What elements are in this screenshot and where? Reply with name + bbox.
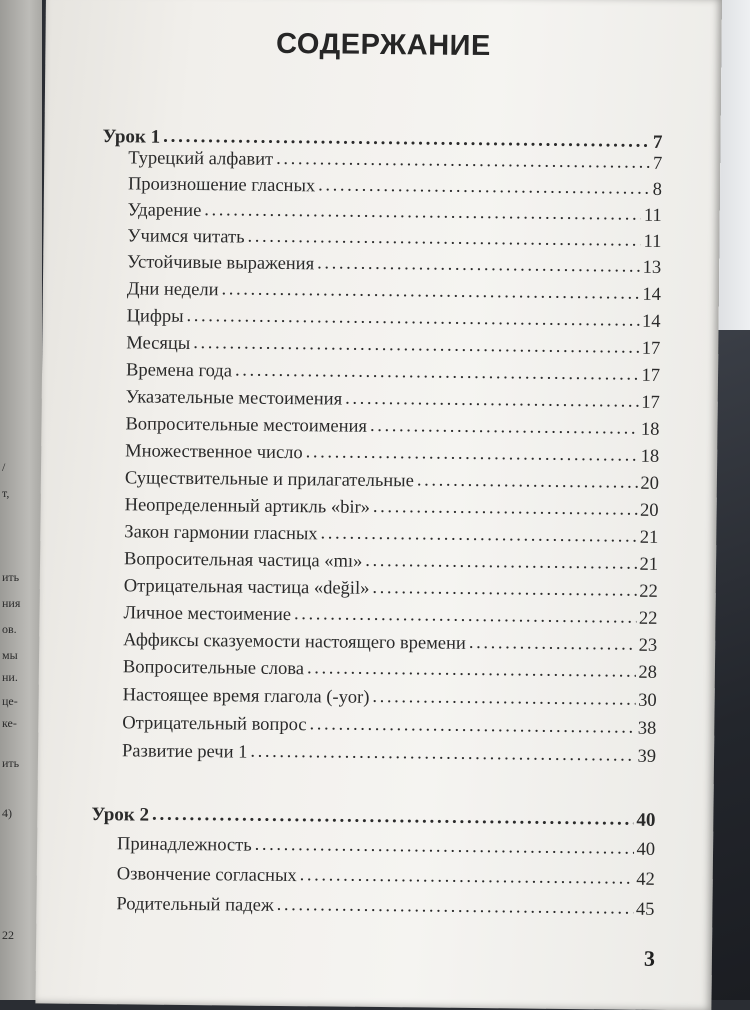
toc-page: 28 bbox=[638, 662, 658, 683]
toc-page: 40 bbox=[636, 839, 656, 860]
toc-leader-dots bbox=[247, 224, 640, 254]
toc-label: Настоящее время глагола (-yor) bbox=[122, 685, 370, 708]
toc-page: 14 bbox=[641, 311, 661, 332]
previous-page-text: т, bbox=[2, 486, 10, 500]
toc-leader-dots bbox=[277, 892, 634, 922]
toc-leader-dots bbox=[320, 520, 637, 549]
toc-label: Вопросительные слова bbox=[122, 657, 305, 680]
toc-item bbox=[126, 384, 660, 416]
toc-item bbox=[123, 682, 657, 714]
toc-label: Аффиксы сказуемости настоящего времени bbox=[123, 630, 466, 654]
page-number: 3 bbox=[643, 945, 656, 971]
toc-leader-dots bbox=[300, 862, 634, 891]
toc-page: 13 bbox=[642, 257, 662, 278]
book-page bbox=[35, 0, 722, 1010]
toc-page: 11 bbox=[643, 231, 662, 252]
previous-page-text: ов. bbox=[2, 622, 17, 636]
toc-page: 23 bbox=[638, 635, 658, 656]
toc-leader-dots bbox=[152, 802, 634, 833]
toc-label: Множественное число bbox=[125, 441, 303, 464]
toc-label: Цифры bbox=[126, 306, 184, 327]
toc-leader-dots bbox=[469, 630, 636, 658]
toc-leader-dots bbox=[294, 601, 636, 631]
toc-label: Вопросительная частица «mı» bbox=[123, 549, 363, 572]
toc-leader-dots bbox=[373, 494, 637, 523]
toc-label: Ударение bbox=[127, 200, 202, 222]
toc-label: Устойчивые выражения bbox=[127, 252, 315, 275]
toc-label: Личное местоимение bbox=[123, 603, 292, 626]
toc-leader-dots bbox=[370, 413, 638, 442]
toc-label: Урок 1 bbox=[102, 126, 161, 148]
page-title: СОДЕРЖАНИЕ bbox=[275, 27, 491, 63]
toc-page: 40 bbox=[636, 809, 656, 831]
toc-page: 11 bbox=[643, 205, 662, 226]
toc-label: Дни недели bbox=[126, 279, 219, 301]
toc-leader-dots bbox=[186, 303, 639, 334]
toc-label: Произношение гласных bbox=[127, 174, 316, 197]
toc-label: Существительные и прилагательные bbox=[124, 468, 414, 492]
toc-label: Месяцы bbox=[126, 333, 191, 354]
toc-page: 17 bbox=[641, 365, 661, 386]
toc-page: 21 bbox=[639, 527, 659, 548]
toc-page: 17 bbox=[641, 338, 661, 359]
toc-page: 42 bbox=[636, 869, 655, 890]
toc-leader-dots bbox=[417, 467, 638, 495]
toc-page: 38 bbox=[637, 718, 657, 739]
toc-item bbox=[116, 891, 654, 923]
toc-item bbox=[117, 861, 655, 893]
toc-page: 45 bbox=[635, 899, 655, 920]
toc-label: Принадлежность bbox=[116, 834, 252, 856]
toc-leader-dots bbox=[309, 711, 635, 740]
previous-page-text: 22 bbox=[2, 928, 14, 942]
previous-page-text: 4) bbox=[2, 806, 12, 820]
toc-label: Урок 2 bbox=[91, 803, 150, 826]
toc-leader-dots bbox=[255, 832, 634, 862]
toc-leader-dots bbox=[276, 146, 650, 176]
toc-page: 17 bbox=[641, 392, 660, 413]
toc-label: Озвончение согласных bbox=[116, 864, 297, 887]
toc-label: Неопределенный артикль «bir» bbox=[124, 495, 371, 518]
toc-label: Развитие речи 1 bbox=[121, 741, 248, 763]
toc-leader-dots bbox=[193, 330, 639, 361]
toc-leader-dots bbox=[235, 357, 639, 387]
previous-page-text: / bbox=[2, 460, 6, 474]
toc-page: 21 bbox=[639, 554, 659, 575]
previous-page-edge bbox=[0, 0, 42, 1000]
toc-leader-dots bbox=[318, 172, 650, 201]
previous-page-text: мы bbox=[2, 648, 18, 662]
previous-page-text: ни. bbox=[2, 670, 18, 684]
toc-page: 20 bbox=[640, 473, 660, 494]
toc-page: 39 bbox=[637, 746, 657, 767]
toc-page: 14 bbox=[642, 284, 661, 305]
toc-page: 22 bbox=[639, 581, 658, 602]
toc-label: Турецкий алфавит bbox=[128, 148, 274, 170]
previous-page-text: ить bbox=[2, 570, 20, 584]
toc-page: 18 bbox=[640, 446, 660, 467]
previous-page-text: це- bbox=[2, 694, 18, 708]
toc-label: Отрицательная частица «değil» bbox=[123, 576, 370, 599]
toc-label: Родительный падеж bbox=[116, 894, 274, 916]
toc-leader-dots bbox=[372, 575, 636, 604]
toc-leader-dots bbox=[221, 276, 639, 306]
toc-label: Вопросительные местоимения bbox=[125, 414, 368, 437]
toc-page: 20 bbox=[640, 500, 659, 521]
toc-item bbox=[122, 710, 656, 742]
toc-leader-dots bbox=[317, 250, 640, 279]
toc-page: 30 bbox=[638, 690, 657, 711]
toc-leader-dots bbox=[372, 684, 635, 713]
toc-leader-dots bbox=[307, 655, 636, 684]
toc-page: 7 bbox=[652, 153, 663, 174]
toc-leader-dots bbox=[345, 386, 638, 415]
toc-page: 7 bbox=[652, 131, 663, 153]
toc-item bbox=[123, 654, 657, 686]
toc-item bbox=[122, 738, 656, 770]
toc-leader-dots bbox=[306, 439, 638, 468]
toc-label: Отрицательный вопрос bbox=[122, 713, 307, 736]
toc-lesson-2 bbox=[91, 802, 655, 834]
toc-leader-dots bbox=[365, 548, 636, 577]
toc-label: Учимся читать bbox=[127, 226, 245, 248]
toc-label: Закон гармонии гласных bbox=[124, 522, 318, 545]
toc-page: 18 bbox=[640, 419, 660, 440]
toc-item bbox=[117, 831, 655, 863]
toc-label: Времена года bbox=[125, 360, 233, 382]
previous-page-text: ить bbox=[2, 756, 20, 770]
toc-label: Указательные местоимения bbox=[125, 387, 343, 410]
toc-page: 22 bbox=[638, 608, 658, 629]
toc-page: 8 bbox=[652, 179, 663, 200]
previous-page-text: ния bbox=[2, 596, 21, 610]
previous-page-text: ке- bbox=[2, 716, 17, 730]
toc-leader-dots bbox=[250, 739, 634, 769]
